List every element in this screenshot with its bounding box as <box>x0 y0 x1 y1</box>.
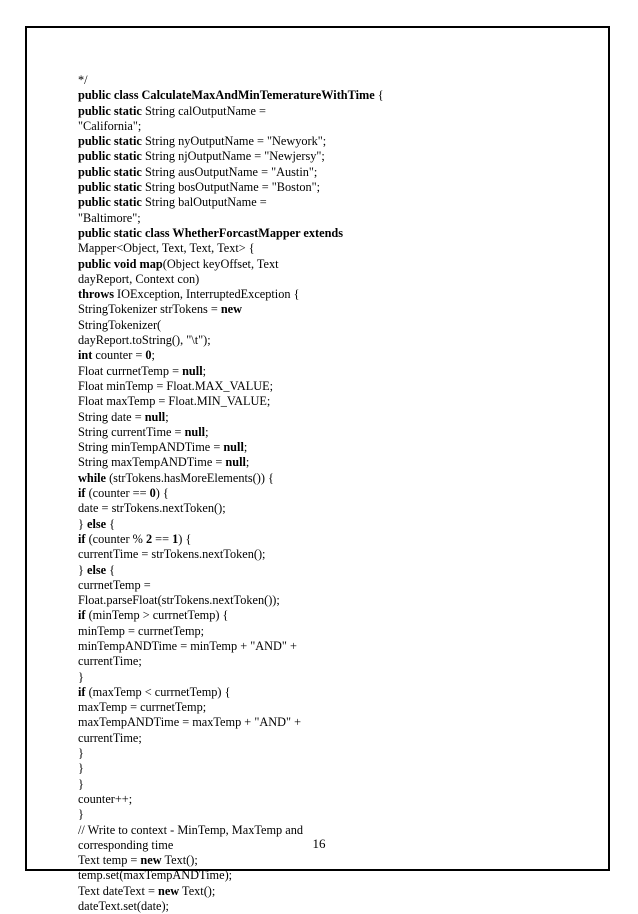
code-line <box>78 165 384 180</box>
code-line <box>78 685 384 700</box>
code-text: ; <box>205 424 209 439</box>
code-text: { <box>106 516 116 531</box>
code-text: "Baltimore"; <box>78 210 141 225</box>
code-text: ; <box>245 455 250 470</box>
code-keyword: 0 <box>149 486 156 501</box>
code-line <box>78 777 384 792</box>
code-text: StringTokenizer strTokens = <box>78 302 221 317</box>
code-line <box>78 394 384 409</box>
code-text: String njOutputName = "Newjersy"; <box>141 149 325 164</box>
code-keyword: public static <box>78 149 142 164</box>
code-keyword: public static <box>78 134 142 149</box>
code-line <box>78 318 384 333</box>
code-text: Text dateText = <box>78 883 158 898</box>
code-text: minTemp = currnetTemp; <box>78 623 205 638</box>
code-line <box>78 700 384 715</box>
code-line <box>78 333 384 348</box>
code-line <box>78 807 384 822</box>
code-keyword: public static <box>78 103 142 118</box>
code-keyword: else <box>86 516 107 531</box>
code-text: } <box>78 807 84 822</box>
code-text: String nyOutputName = "Newyork"; <box>141 134 327 149</box>
code-text: { <box>106 562 116 577</box>
code-line <box>78 532 384 547</box>
code-text: ; <box>165 409 169 424</box>
code-text: */ <box>78 73 88 87</box>
code-keyword: 1 <box>172 531 179 546</box>
code-text: currentTime = strTokens.nextToken(); <box>78 547 266 562</box>
code-keyword: 2 <box>145 531 153 546</box>
code-line <box>78 211 384 226</box>
code-line <box>78 501 384 516</box>
code-line <box>78 104 384 119</box>
code-keyword: null <box>184 424 206 439</box>
code-keyword: public static class WhetherForcastMapper extends <box>78 225 344 240</box>
code-text: counter++; <box>78 791 133 806</box>
code-line <box>78 73 384 88</box>
code-keyword: int <box>78 348 93 363</box>
code-line <box>78 88 384 103</box>
code-text: currentTime; <box>78 730 142 745</box>
code-text: maxTempANDTime = maxTemp + "AND" + <box>78 715 302 730</box>
code-line <box>78 670 384 685</box>
code-line <box>78 884 384 899</box>
page-number: 16 <box>312 836 326 851</box>
code-keyword: null <box>225 455 246 470</box>
code-text: "California"; <box>78 118 142 133</box>
code-line <box>78 715 384 730</box>
code-line <box>78 257 384 272</box>
code-text: IOException, InterruptedException { <box>113 287 300 302</box>
code-line <box>78 272 384 287</box>
code-line <box>78 853 384 868</box>
code-text: String minTempANDTime = <box>78 440 224 455</box>
code-text: String maxTempANDTime = <box>78 455 226 470</box>
code-keyword: 0 <box>145 348 152 363</box>
code-line <box>78 440 384 455</box>
code-keyword: new <box>220 302 243 317</box>
code-text: ; <box>151 348 155 363</box>
code-line <box>78 563 384 578</box>
code-line <box>78 134 384 149</box>
code-line <box>78 180 384 195</box>
code-text: currnetTemp = <box>78 577 151 592</box>
code-text: (counter % <box>85 531 146 546</box>
code-line <box>78 624 384 639</box>
code-line <box>78 149 384 164</box>
code-text: currentTime; <box>78 654 142 669</box>
code-text: String bosOutputName = "Boston"; <box>141 180 321 195</box>
code-text: dateText.set(date); <box>78 899 169 914</box>
code-text: (minTemp > currnetTemp) { <box>85 608 229 623</box>
code-keyword: null <box>182 363 203 378</box>
code-text: counter = <box>92 348 146 363</box>
code-text: Float maxTemp = Float.MIN_VALUE; <box>78 394 271 409</box>
code-text: (strTokens.hasMoreElements()) { <box>106 470 274 485</box>
code-text: date = strTokens.nextToken(); <box>78 501 226 516</box>
code-line <box>78 241 384 256</box>
code-line <box>78 348 384 363</box>
code-line <box>78 226 384 241</box>
code-text: Text temp = <box>78 853 141 868</box>
code-keyword: public static <box>78 195 142 210</box>
code-line <box>78 287 384 302</box>
code-line <box>78 761 384 776</box>
code-text: Text(); <box>179 883 216 898</box>
code-text: temp.set(maxTempANDTime); <box>78 868 233 883</box>
code-keyword: throws <box>78 287 114 302</box>
code-text: { <box>374 88 384 103</box>
code-text: == <box>152 531 173 546</box>
code-text: } <box>78 761 84 776</box>
code-text: Float minTemp = Float.MAX_VALUE; <box>78 378 274 393</box>
code-text: ) { <box>155 486 169 501</box>
code-text: minTempANDTime = minTemp + "AND" + <box>78 638 297 653</box>
code-text: String calOutputName = <box>141 103 266 118</box>
code-line <box>78 792 384 807</box>
code-listing <box>78 73 384 914</box>
code-keyword: new <box>140 853 162 868</box>
code-line <box>78 899 384 914</box>
code-text: ) { <box>178 531 192 546</box>
code-text: Float.parseFloat(strTokens.nextToken()); <box>78 593 280 608</box>
code-keyword: public class CalculateMaxAndMinTemeratureWithTime <box>78 88 375 103</box>
code-text: (maxTemp < currnetTemp) { <box>85 684 231 699</box>
code-keyword: null <box>223 440 244 455</box>
code-line <box>78 364 384 379</box>
code-text: dayReport, Context con) <box>78 271 200 286</box>
code-keyword: null <box>144 409 166 424</box>
code-text: } <box>78 516 87 531</box>
code-text: StringTokenizer( <box>78 317 162 332</box>
code-keyword: else <box>86 562 107 577</box>
code-line <box>78 593 384 608</box>
code-line <box>78 578 384 593</box>
code-line <box>78 302 384 317</box>
code-line <box>78 195 384 210</box>
code-text: ; <box>202 363 207 378</box>
code-line <box>78 486 384 501</box>
code-text: String currentTime = <box>78 424 185 439</box>
code-text: } <box>78 776 84 791</box>
code-keyword: if <box>78 486 86 501</box>
code-line <box>78 639 384 654</box>
code-keyword: if <box>78 684 86 699</box>
code-line <box>78 517 384 532</box>
code-line <box>78 471 384 486</box>
code-line <box>78 731 384 746</box>
code-line <box>78 547 384 562</box>
code-keyword: public static <box>78 180 142 195</box>
code-text: String ausOutputName = "Austin"; <box>141 164 318 179</box>
code-text: } <box>78 669 84 684</box>
code-text: } <box>78 746 84 761</box>
code-text: (Object keyOffset, Text <box>162 256 279 271</box>
code-text: String date = <box>78 409 145 424</box>
code-keyword: public static <box>78 164 142 179</box>
code-text: ; <box>243 440 248 455</box>
code-line <box>78 868 384 883</box>
code-text: Text(); <box>161 853 198 868</box>
code-line <box>78 425 384 440</box>
code-text: (counter == <box>85 486 150 501</box>
code-line <box>78 455 384 470</box>
code-line <box>78 379 384 394</box>
code-keyword: if <box>78 608 86 623</box>
code-text: maxTemp = currnetTemp; <box>78 700 207 715</box>
code-keyword: if <box>78 531 86 546</box>
code-keyword: while <box>78 470 107 485</box>
code-line <box>78 410 384 425</box>
code-line <box>78 654 384 669</box>
code-line <box>78 608 384 623</box>
code-text: dayReport.toString(), "\t"); <box>78 333 211 348</box>
code-keyword: public void map <box>78 256 163 271</box>
code-text: Float currnetTemp = <box>78 363 183 378</box>
code-text: Mapper<Object, Text, Text, Text> { <box>78 241 255 256</box>
code-text: corresponding time <box>78 837 174 852</box>
code-text: String balOutputName = <box>141 195 267 210</box>
code-keyword: new <box>158 883 180 898</box>
code-text: // Write to context - MinTemp, MaxTemp and <box>78 822 303 837</box>
code-line <box>78 746 384 761</box>
code-text: } <box>78 562 87 577</box>
code-line <box>78 119 384 134</box>
